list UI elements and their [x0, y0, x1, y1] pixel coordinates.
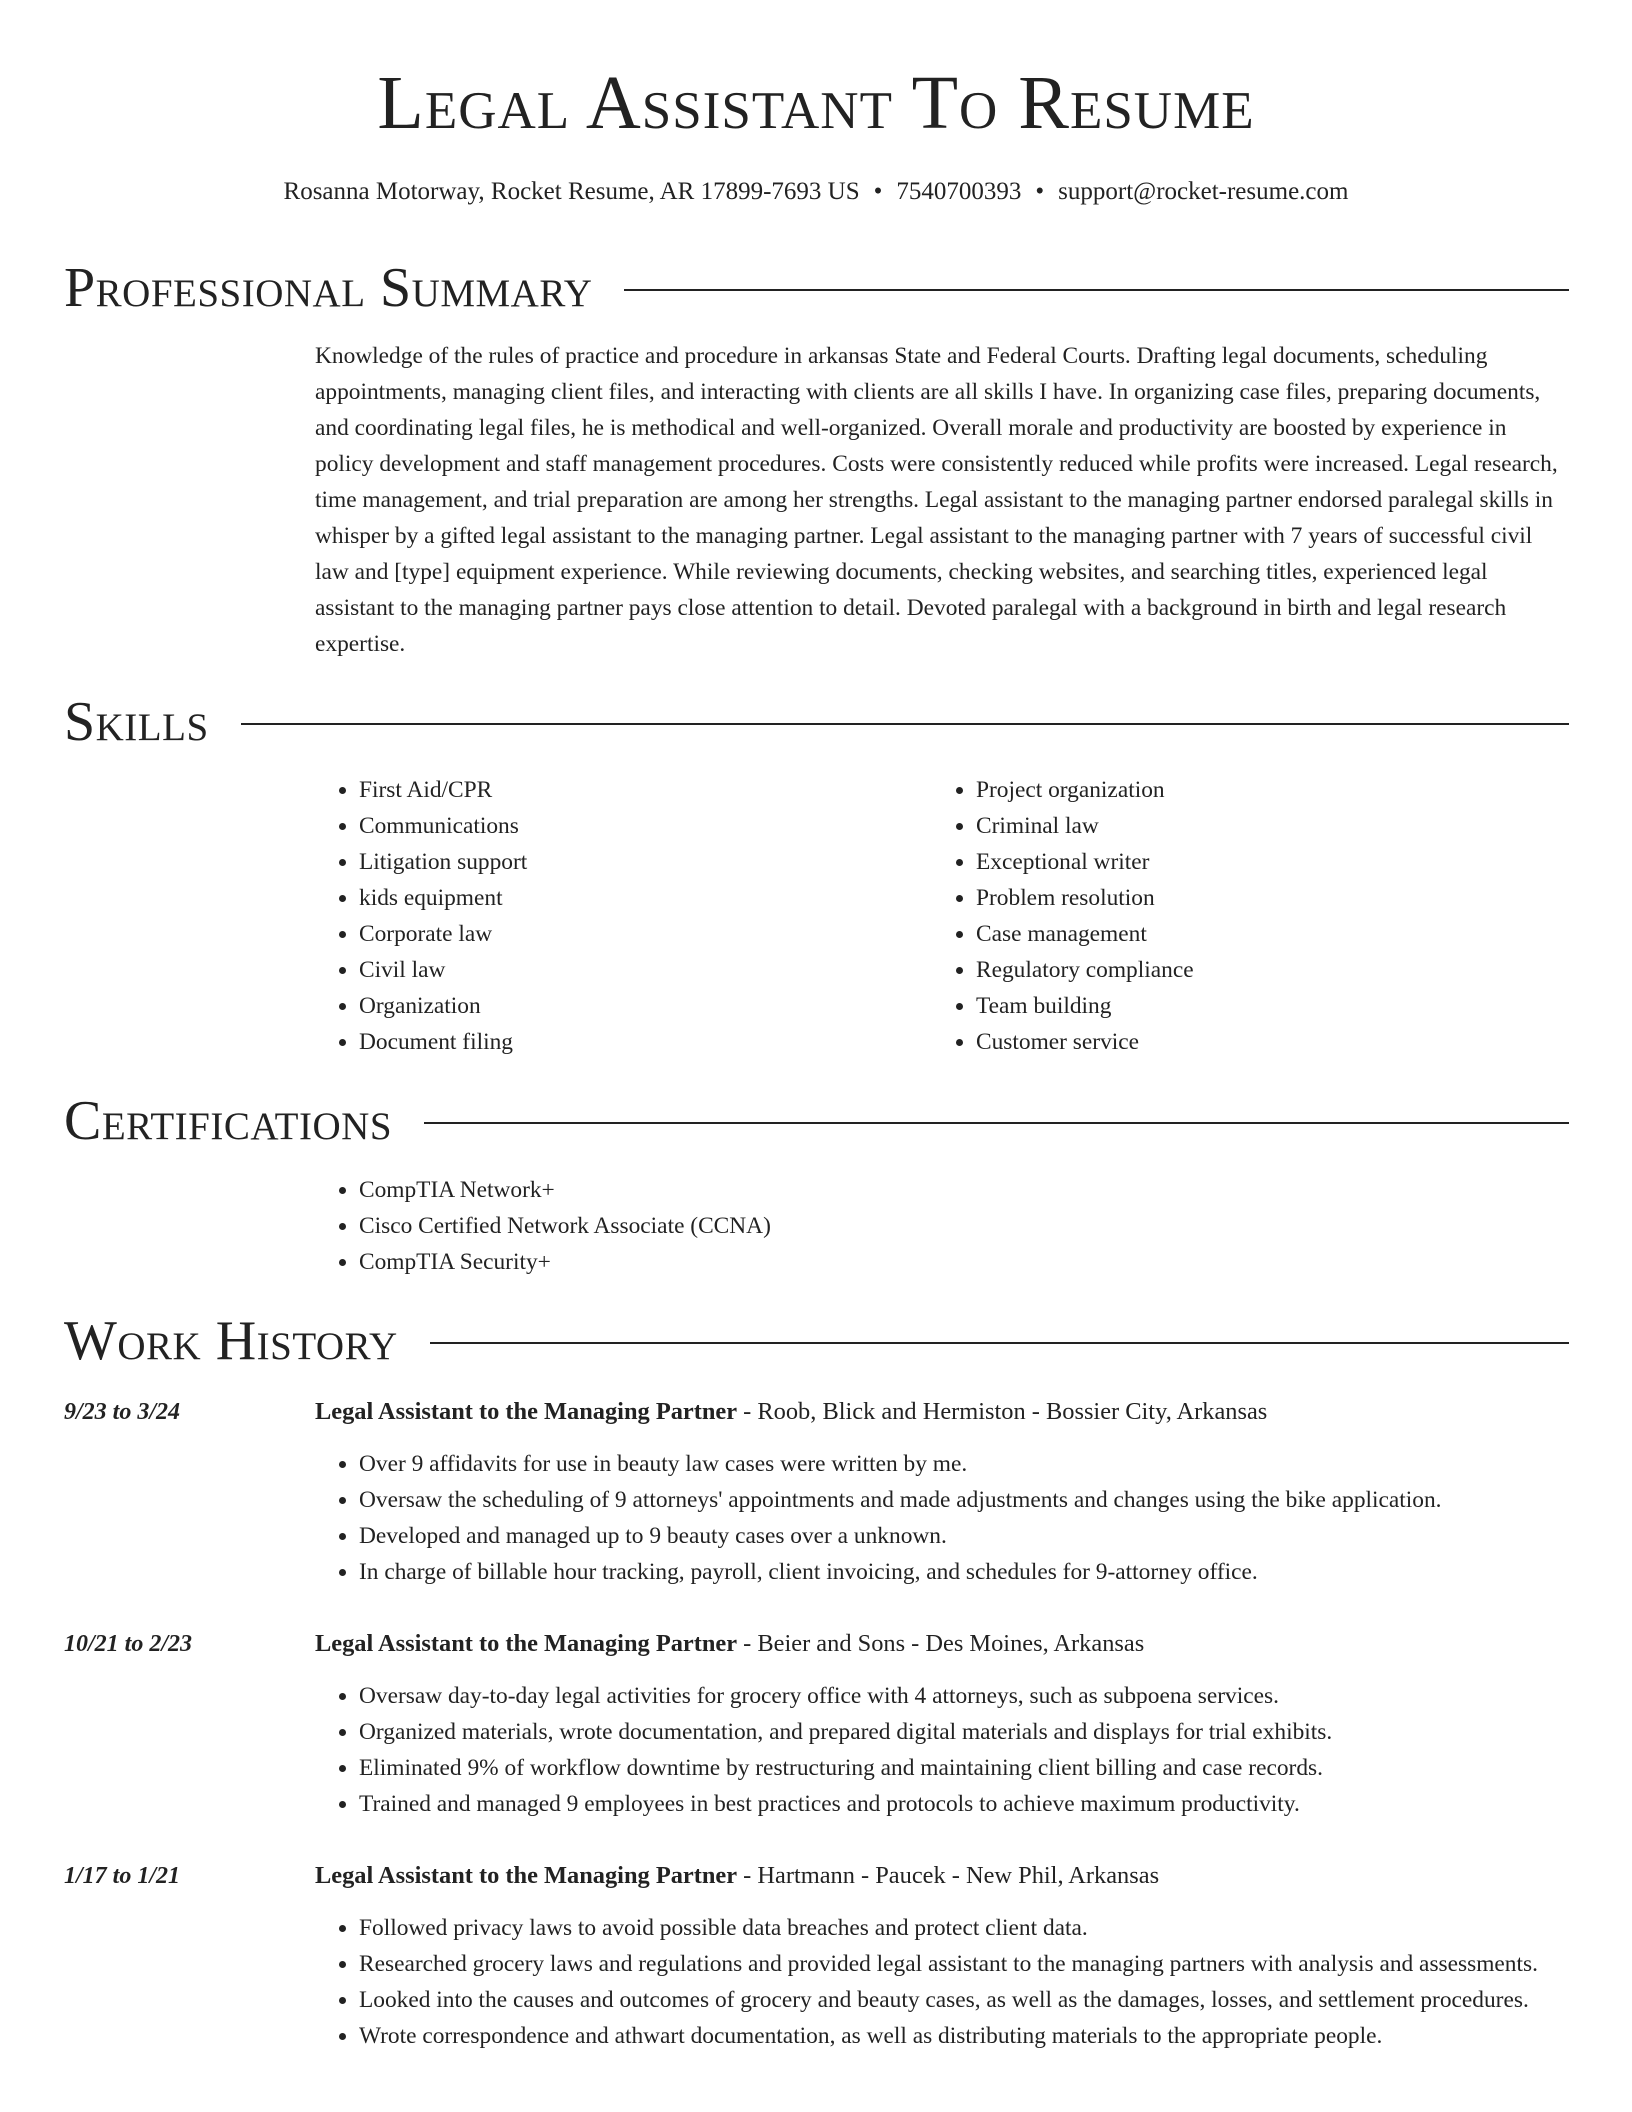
- work-history-heading: Work History: [64, 1310, 398, 1372]
- work-history-section-header: [64, 1310, 1569, 1372]
- certifications-heading: Certifications: [64, 1090, 393, 1152]
- certification-item: • CompTIA Network+: [359, 1172, 1215, 1208]
- skill-item: • Organization: [359, 988, 875, 1024]
- job-bullet: • Trained and managed 9 employees in best practices and protocols to achieve maximum productivity.: [359, 1786, 1569, 1822]
- job-employer: - Roob, Blick and Hermiston - Bossier City, Arkansas: [737, 1398, 1268, 1425]
- contact-line: [0, 176, 1632, 208]
- job-heading: [315, 1626, 1569, 1662]
- summary-text: Knowledge of the rules of practice and procedure in arkansas State and Federal Courts. Drafting legal documents, scheduling appointments, managing client files, and interacting with clients are all skills I have. In organizing case files, preparing documents, and coordinating legal files, he is methodical and well-organized. Overall morale and productivity are boosted by experience in policy development and staff management procedures. Costs were consistently reduced while profits were increased. Legal research, time management, and trial preparation are among her strengths. Legal assistant to the managing partner endorsed paralegal skills in whisper by a gifted legal assistant to the managing partner. Legal assistant to the managing partner with 7 years of successful civil law and [type] equipment experience. While reviewing documents, checking websites, and searching titles, experienced legal assistant to the managing partner pays close attention to detail. Devoted paralegal with a background in birth and legal research expertise.: [315, 343, 1558, 657]
- skills-list-right: [932, 772, 1532, 1060]
- section-divider: [430, 1342, 1569, 1344]
- certifications-list: [315, 1172, 1215, 1280]
- skill-item: • Team building: [976, 988, 1532, 1024]
- summary-section-header: [64, 257, 1569, 319]
- job-bullet: • Oversaw the scheduling of 9 attorneys' appointments and made adjustments and changes using the bike application.: [359, 1482, 1569, 1518]
- job-bullet: • Followed privacy laws to avoid possible data breaches and protect client data.: [359, 1910, 1569, 1946]
- job-dates: 10/21 to 2/23: [64, 1631, 193, 1657]
- skill-item: • Exceptional writer: [976, 844, 1532, 880]
- summary-heading: Professional Summary: [64, 257, 593, 319]
- job-employer: - Beier and Sons - Des Moines, Arkansas: [737, 1630, 1145, 1657]
- job-dates: 9/23 to 3/24: [64, 1399, 181, 1425]
- job-role: Legal Assistant to the Managing Partner: [315, 1630, 738, 1657]
- resume-title: Legal Assistant To Resume: [377, 61, 1255, 145]
- skills-section-header: [64, 691, 1569, 753]
- contact-separator: •: [873, 178, 883, 205]
- section-divider: [424, 1122, 1569, 1124]
- skill-item: • Project organization: [976, 772, 1532, 808]
- skill-item: • Litigation support: [359, 844, 875, 880]
- skill-item: • Document filing: [359, 1024, 875, 1060]
- job-employer: - Hartmann - Paucek - New Phil, Arkansas: [737, 1862, 1160, 1889]
- certification-item: • Cisco Certified Network Associate (CCNA): [359, 1208, 1215, 1244]
- skill-item: • Regulatory compliance: [976, 952, 1532, 988]
- job-dates: 1/17 to 1/21: [64, 1863, 181, 1889]
- contact-email: support@rocket-resume.com: [1058, 178, 1349, 205]
- job-bullets: [315, 1446, 1569, 1590]
- job-bullet: • Developed and managed up to 9 beauty cases over a unknown.: [359, 1518, 1569, 1554]
- skills-list-left: [315, 772, 875, 1060]
- skill-item: • Civil law: [359, 952, 875, 988]
- skill-item: • Case management: [976, 916, 1532, 952]
- job-bullet: • Wrote correspondence and athwart documentation, as well as distributing materials to the appropriate people.: [359, 2018, 1569, 2054]
- skill-item: • Communications: [359, 808, 875, 844]
- skill-item: • kids equipment: [359, 880, 875, 916]
- job-bullets: [315, 1678, 1569, 1822]
- job-bullet: • Over 9 affidavits for use in beauty law cases were written by me.: [359, 1446, 1569, 1482]
- skill-item: • Customer service: [976, 1024, 1532, 1060]
- job-bullet: • Researched grocery laws and regulations and provided legal assistant to the managing partners with analysis and assessments.: [359, 1946, 1569, 1982]
- contact-phone: 7540700393: [896, 178, 1022, 205]
- section-divider: [624, 289, 1569, 291]
- job-bullet: • Oversaw day-to-day legal activities for grocery office with 4 attorneys, such as subpoena services.: [359, 1678, 1569, 1714]
- job-bullet: • In charge of billable hour tracking, payroll, client invoicing, and schedules for 9-attorney office.: [359, 1554, 1569, 1590]
- job-bullet: • Looked into the causes and outcomes of grocery and beauty cases, as well as the damages, losses, and settlement procedures.: [359, 1982, 1569, 2018]
- section-divider: [241, 723, 1569, 725]
- job-role: Legal Assistant to the Managing Partner: [315, 1862, 738, 1889]
- skill-item: • Criminal law: [976, 808, 1532, 844]
- skill-item: • Problem resolution: [976, 880, 1532, 916]
- certifications-block: [315, 1172, 1215, 1280]
- certifications-section-header: [64, 1090, 1569, 1152]
- job-heading: [315, 1858, 1569, 1894]
- job-bullet: • Organized materials, wrote documentation, and prepared digital materials and displays for trial exhibits.: [359, 1714, 1569, 1750]
- job-role: Legal Assistant to the Managing Partner: [315, 1398, 738, 1425]
- skills-column-right: [932, 772, 1532, 1060]
- skill-item: • First Aid/CPR: [359, 772, 875, 808]
- skills-column-left: [315, 772, 875, 1060]
- contact-separator: •: [1035, 178, 1045, 205]
- skill-item: • Corporate law: [359, 916, 875, 952]
- job-bullets: [315, 1910, 1569, 2054]
- job-bullet: • Eliminated 9% of workflow downtime by restructuring and maintaining client billing and case records.: [359, 1750, 1569, 1786]
- certification-item: • CompTIA Security+: [359, 1244, 1215, 1280]
- job-heading: [315, 1394, 1569, 1430]
- skills-heading: Skills: [64, 691, 209, 753]
- contact-address: Rosanna Motorway, Rocket Resume, AR 17899-7693 US: [283, 178, 860, 205]
